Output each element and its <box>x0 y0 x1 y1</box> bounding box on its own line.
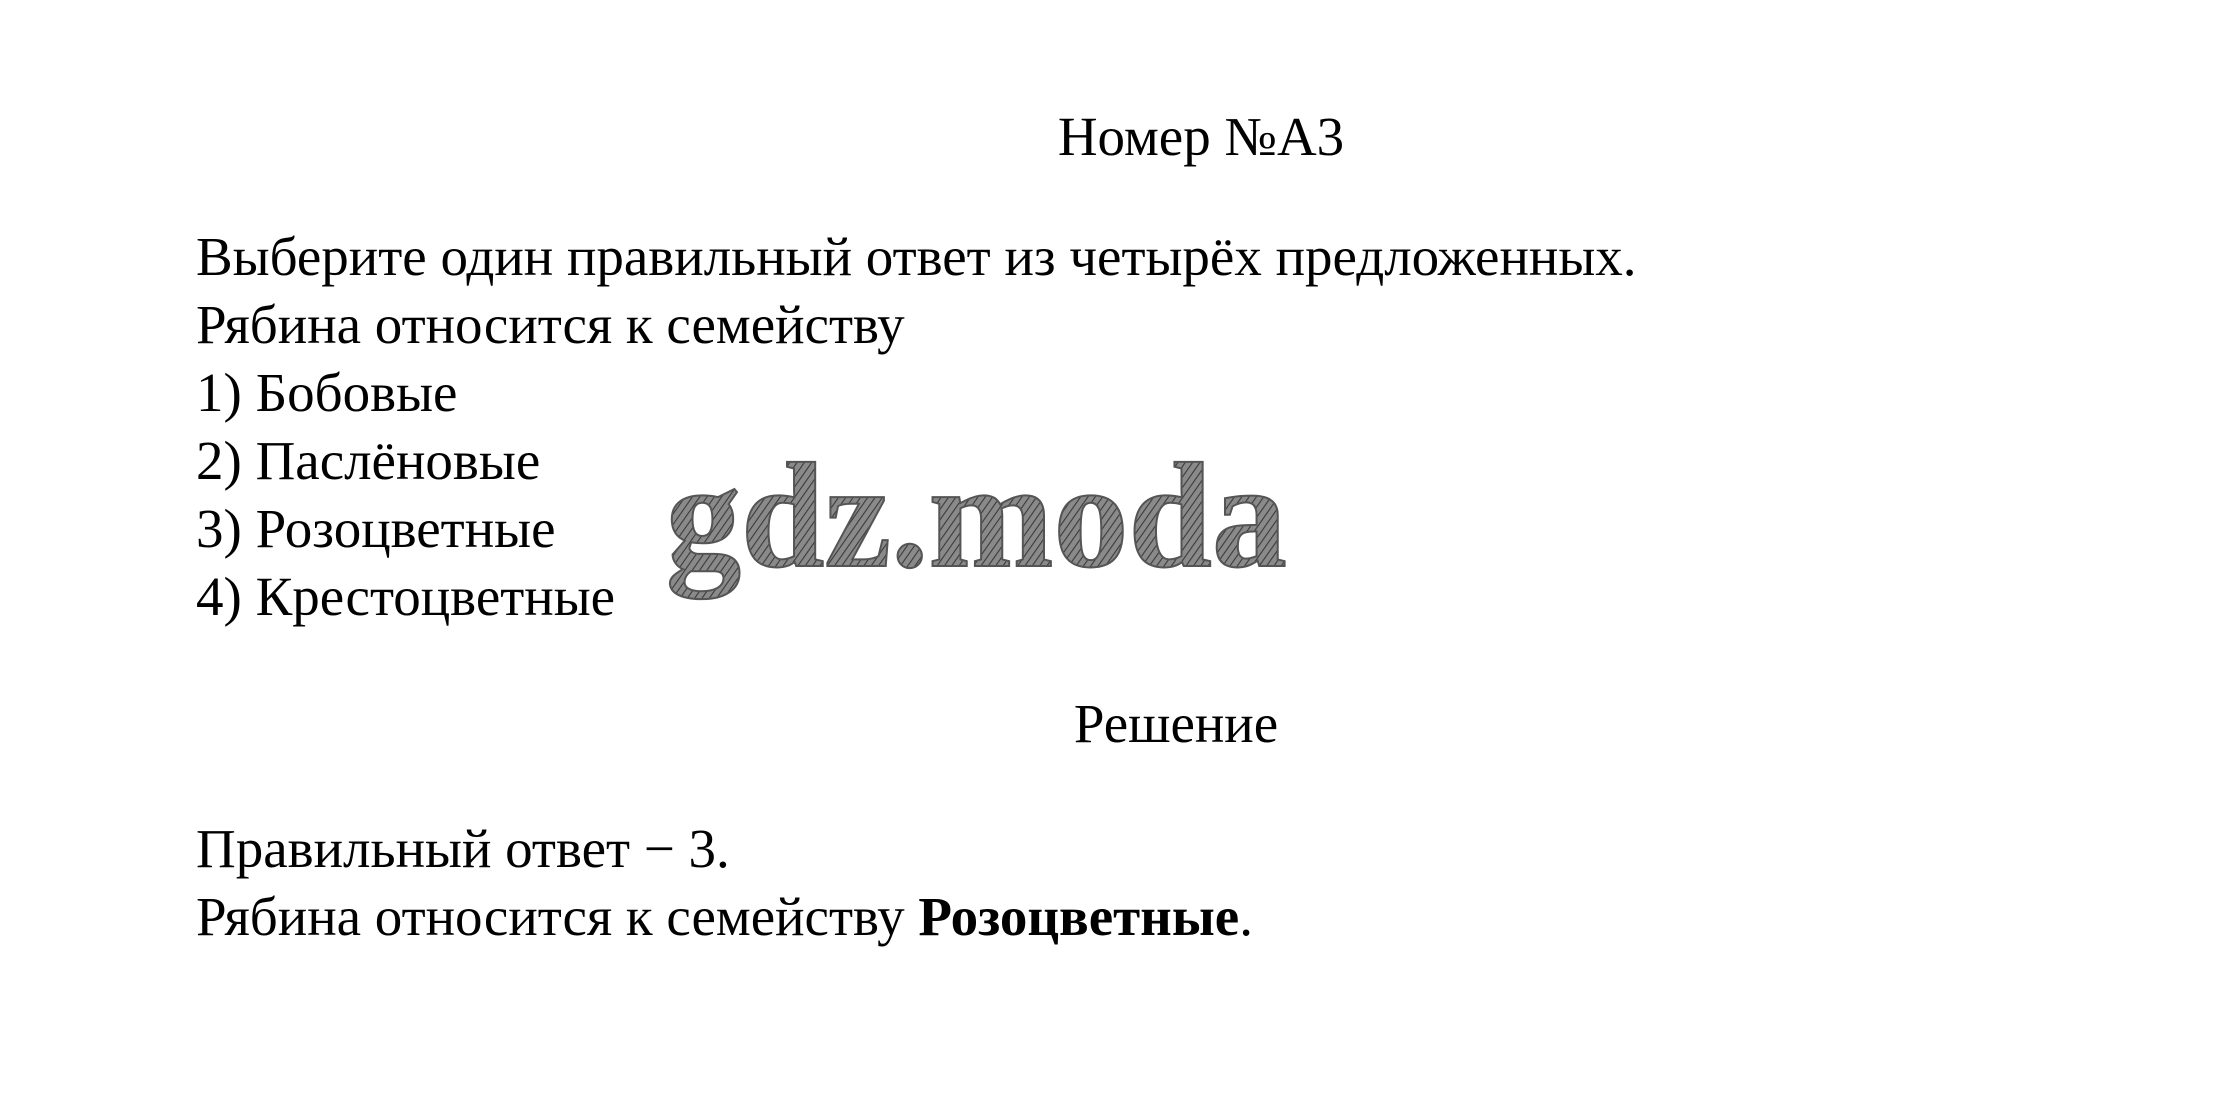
answer-line: Правильный ответ − 3. <box>196 818 730 879</box>
explanation-suffix: . <box>1239 886 1253 947</box>
watermark-graphic <box>660 448 1310 618</box>
page-title: Номер №А3 <box>1057 106 1345 167</box>
watermark-text: gdz.moda <box>666 448 1287 599</box>
answer-explanation <box>196 883 1253 951</box>
option-item: 2) Паслёновые <box>196 430 541 491</box>
option-item: 4) Крестоцветные <box>196 566 616 627</box>
answer-block <box>196 815 1253 951</box>
question-prompt: Рябина относится к семейству <box>196 294 905 355</box>
explanation-bold: Розоцветные <box>918 886 1240 947</box>
solution-heading: Решение <box>1073 693 1279 754</box>
question-instruction: Выберите один правильный ответ из четырёх предложенных. <box>196 226 1637 287</box>
option-item: 1) Бобовые <box>196 362 458 423</box>
explanation-prefix: Рябина относится к семейству <box>196 886 919 947</box>
option-item: 3) Розоцветные <box>196 498 556 559</box>
watermark-logo <box>660 448 1310 618</box>
